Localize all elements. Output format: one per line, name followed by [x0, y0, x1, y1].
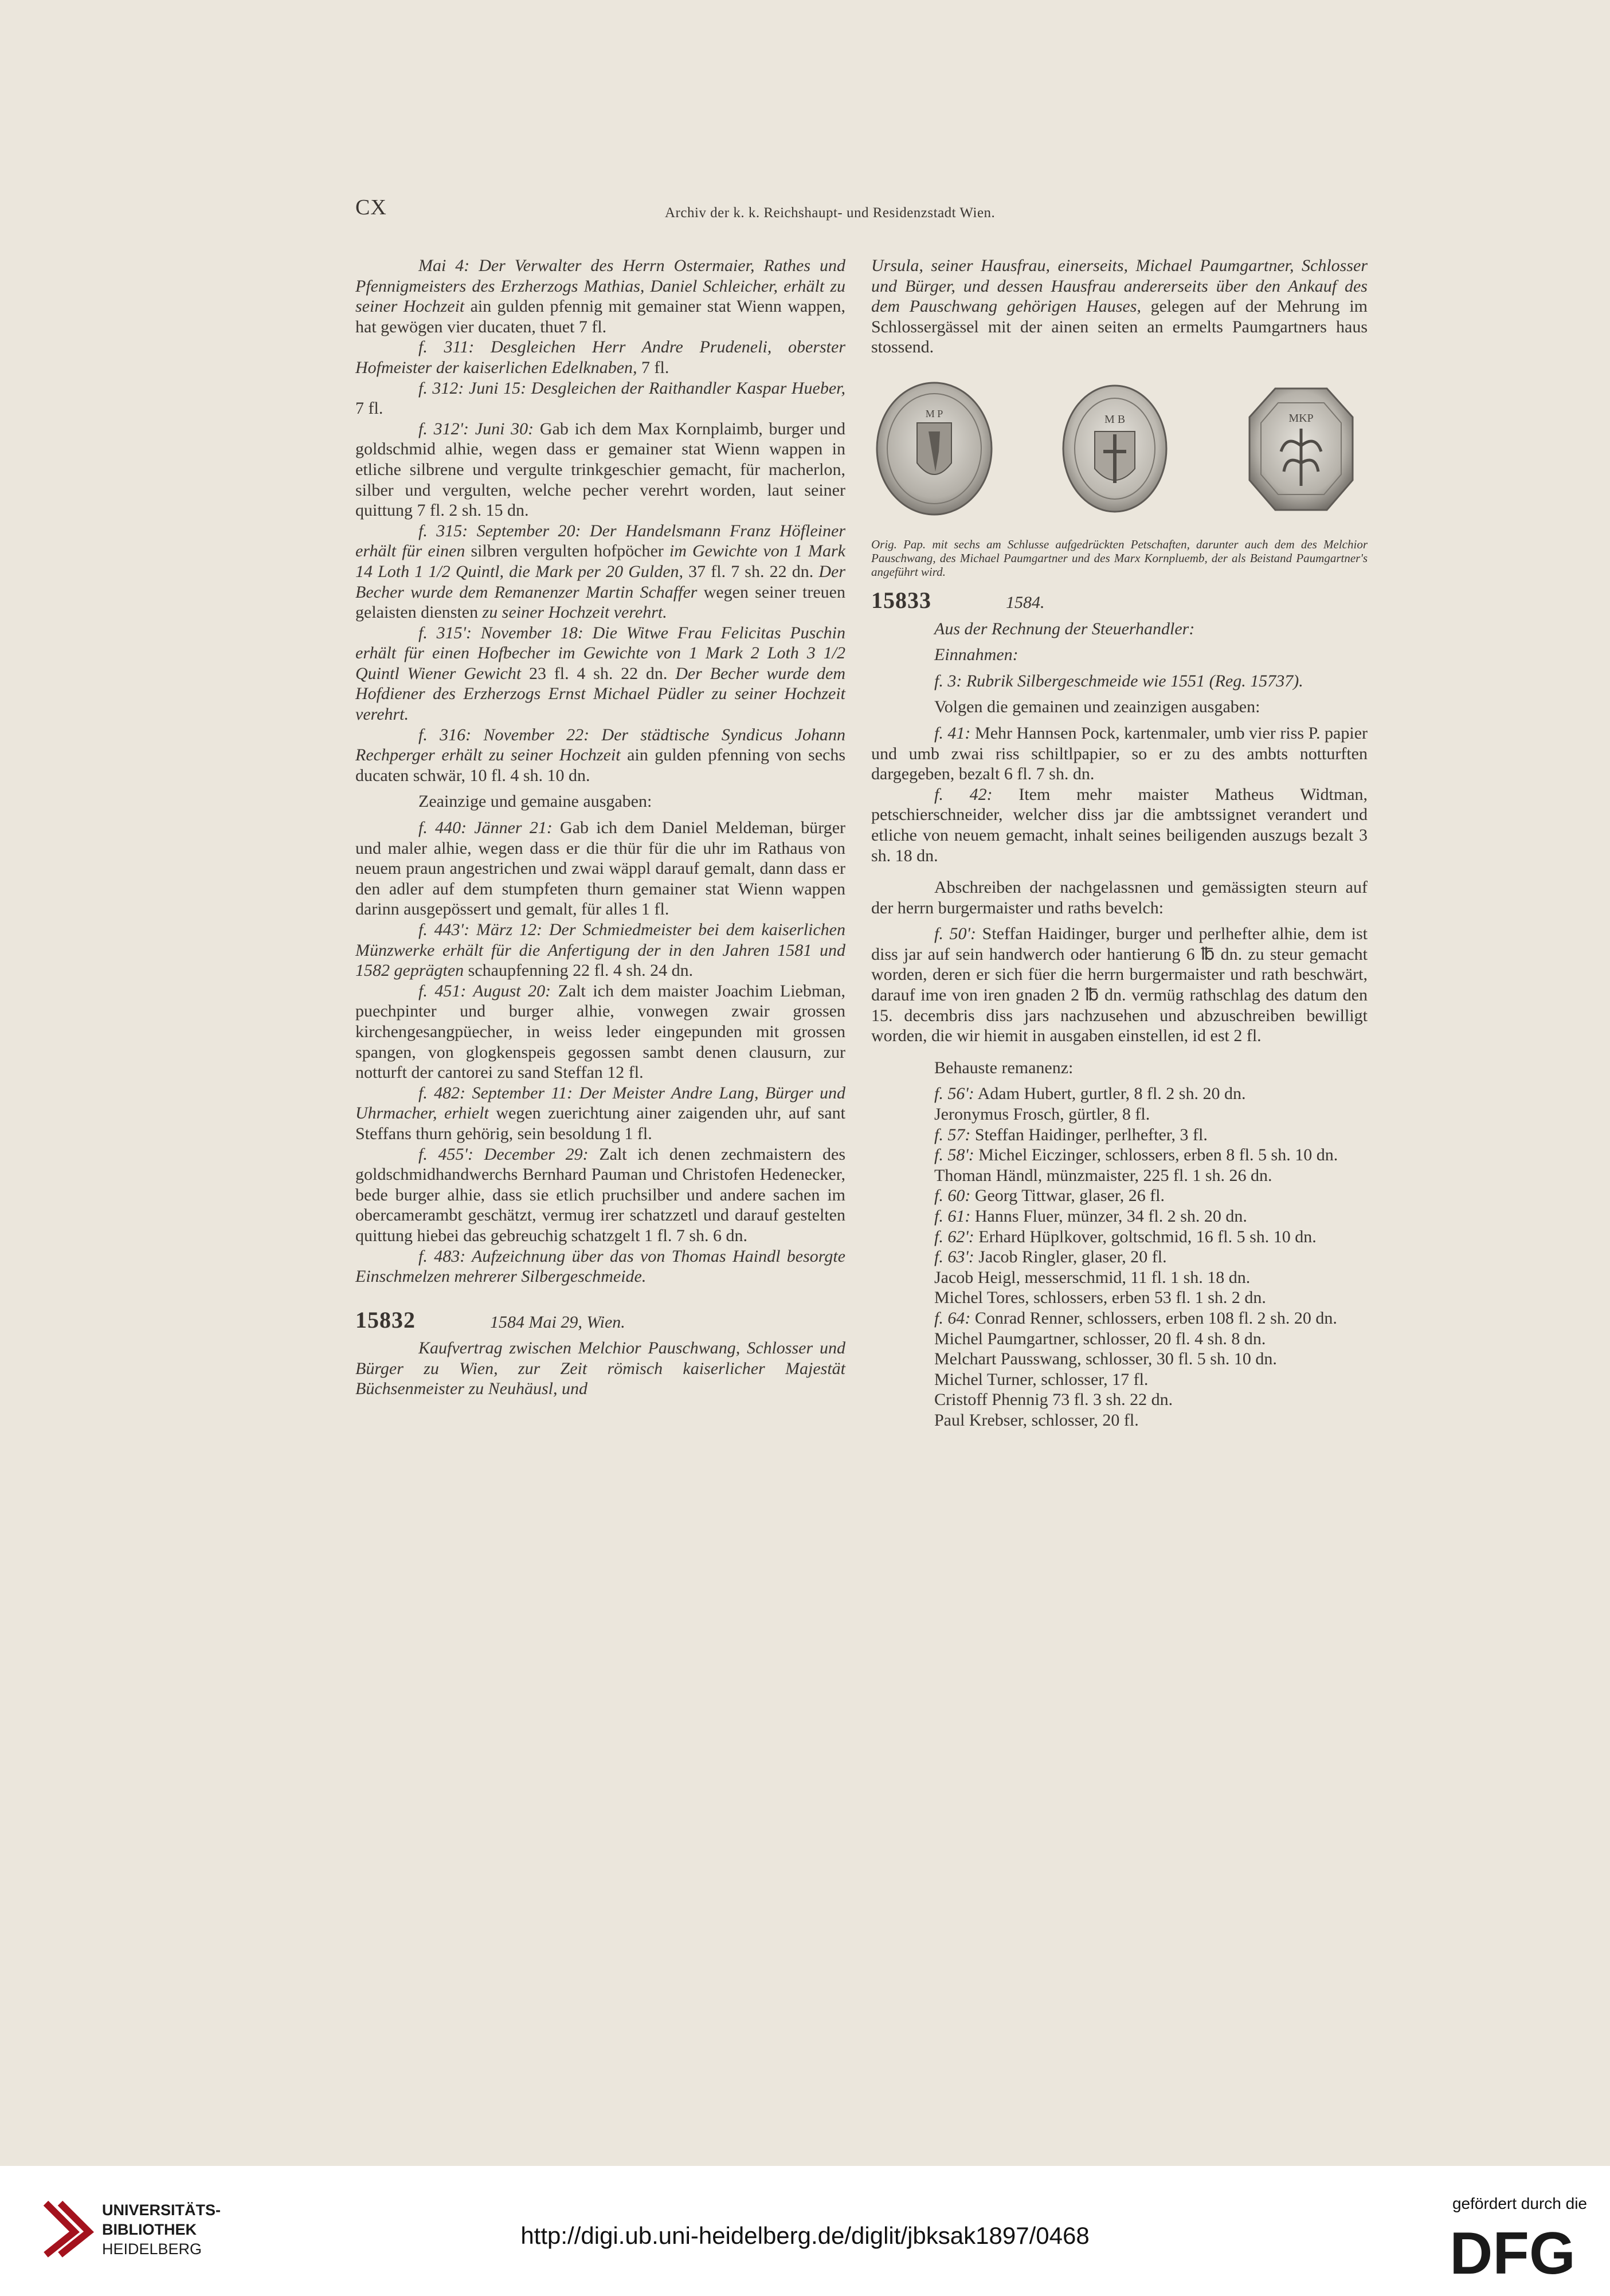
svg-text:M P: M P: [925, 407, 943, 419]
paragraph: Einnahmen:: [934, 645, 1019, 665]
entry-number: 15833: [871, 587, 931, 613]
entry-summary: Kaufvertrag zwischen Melchior Pauschwang, Schlosser und Bürger zu Wien, zur Zeit römisch kaiserlicher Majestät Büchsenmeister zu Neuhäusl, und: [355, 1339, 845, 1399]
list-item: Michel Tores, schlossers, erben 53 fl. 1 sh. 2 dn.: [934, 1288, 1266, 1308]
running-title: Archiv der k. k. Reichshaupt- und Residenzstadt Wien.: [665, 205, 996, 221]
source-url-link[interactable]: http://digi.ub.uni-heidelberg.de/diglit/jbksak1897/0468: [520, 2222, 1090, 2249]
list-item: Jeronymus Frosch, gürtler, 8 fl.: [934, 1105, 1150, 1124]
paragraph: f. 312: Juni 15: Desgleichen der Raithandler Kaspar Hueber, 7 fl.: [355, 378, 845, 418]
left-column: [355, 256, 845, 1399]
list-item: f. 62': Erhard Hüplkover, goltschmid, 16 fl. 5 sh. 10 dn.: [934, 1227, 1317, 1246]
section-heading: Abschreiben der nachgelassnen und gemässigten steurn auf der herrn burgermaister und raths bevelch:: [871, 878, 1368, 917]
library-name: UNIVERSITÄTS- BIBLIOTHEK HEIDELBERG: [102, 2201, 221, 2258]
entry-heading: [355, 1306, 845, 1333]
paragraph: f. 42: Item mehr maister Matheus Widtman, petschierschneider, welcher diss jar die ambtssignet verandert und etliche von neuem gemacht, inhalt seines beiligenden auszugs bezalt 3 sh. 18 dn.: [871, 784, 1368, 865]
section-heading: Behauste remanenz:: [934, 1058, 1074, 1077]
paragraph: f. 41: Mehr Hannsen Pock, kartenmaler, umb vier riss P. papier und umb zwai riss schiltlpapier, so er zu des ambts notturften dargegeben, bezalt 6 fl. 7 sh. dn.: [871, 723, 1368, 784]
list-item: Melchart Pausswang, schlosser, 30 fl. 5 sh. 10 dn.: [934, 1349, 1277, 1369]
paragraph: Ursula, seiner Hausfrau, einerseits, Michael Paumgartner, Schlosser und Bürger, und dessen Hausfrau andererseits über den Ankauf des dem Pauschwang gehörigen Hauses, gelegen auf der Mehrung im Schlossergässel mit der ainen seiten an ermelts Paumgartners haus stossend.: [871, 256, 1368, 357]
paragraph: f. 451: August 20: Zalt ich dem maister Joachim Liebman, puechpinter und burger alhie, vonwegen zwair grossen kirchengesangpüecher, in weiss leder eingepunden mit grossen spangen, von glogkenspeis gegossen sambt denen clausurn, zur notturft der cantorei zu sand Steffan 12 fl.: [355, 981, 846, 1082]
paragraph: f. 316: November 22: Der städtische Syndicus Johann Rechperger erhält zu seiner Hochzeit ain gulden pfenning von sechs ducaten schwär, 10 fl. 4 sh. 10 dn.: [355, 725, 845, 785]
paragraph: Mai 4: Der Verwalter des Herrn Ostermaier, Rathes und Pfennigmeisters des Erzherzogs Mathias, Daniel Schleicher, erhält zu seiner Hochzeit ain gulden pfennig mit gemainer stat Wienn wappen, hat gewögen vier ducaten, thuet 7 fl.: [355, 256, 845, 336]
list-item: Paul Krebser, schlosser, 20 fl.: [934, 1410, 1139, 1430]
section-heading: Volgen die gemainen und zeainzigen ausgaben:: [934, 697, 1260, 717]
dfg-logo: [1438, 2221, 1587, 2278]
list-item: f. 63': Jacob Ringler, glaser, 20 fl.: [934, 1247, 1167, 1267]
list-item: Thoman Händl, münzmaister, 225 fl. 1 sh. 26 dn.: [934, 1165, 1272, 1185]
seal-caption: Orig. Pap. mit sechs am Schlusse aufgedrückten Petschaften, darunter auch dem des Melchior Pauschwang, des Michael Paumgartner und des Marx Kornpluemb, der als Beistand Paumgartner's angeführt wird.: [871, 537, 1368, 579]
paragraph: f. 315': November 18: Die Witwe Frau Felicitas Puschin erhält für einen Hofbecher im Gewichte von 1 Mark 2 Loth 3 1/2 Quintl Wiener Gewicht 23 fl. 4 sh. 22 dn. Der Becher wurde dem Hofdiener des Erzherzogs Ernst Michael Püdler zu seiner Hochzeit verehrt.: [355, 623, 846, 724]
list-item: Michel Paumgartner, schlosser, 20 fl. 4 sh. 8 dn.: [934, 1329, 1266, 1348]
paragraph: f. 315: September 20: Der Handelsmann Franz Höfleiner erhält für einen silbren vergulten hofpöcher im Gewichte von 1 Mark 14 Loth 1 1/2 Quintl, die Mark per 20 Gulden, 37 fl. 7 sh. 22 dn. Der Becher wurde dem Remanenzer Martin Schaffer wegen seiner treuen gelaisten diensten zu seiner Hochzeit verehrt.: [355, 521, 845, 622]
footer-bar: [0, 2166, 1610, 2296]
paragraph: f. 311: Desgleichen Herr Andre Prudeneli, oberster Hofmeister der kaiserlichen Edelknaben, 7 fl.: [355, 337, 845, 377]
paragraph: Aus der Rechnung der Steuerhandler:: [934, 619, 1195, 638]
list-item: Jacob Heigl, messerschmid, 11 fl. 1 sh. 18 dn.: [934, 1267, 1251, 1287]
list-item: f. 58': Michel Eiczinger, schlossers, erben 8 fl. 5 sh. 10 dn.: [934, 1145, 1338, 1165]
paragraph: f. 440: Jänner 21: Gab ich dem Daniel Meldeman, bürger und maler alhie, wegen dass er die thür für die uhr im Rathaus von neuem praun angestrichen und zwai wäppl darauf gemalt, dann dass er den adler auf dem stumpfeten thurn gemainer stat Wienn wappen darinn ausgepössert und gemalt, für alles 1 fl.: [355, 818, 846, 919]
list-item: f. 64: Conrad Renner, schlossers, erben 108 fl. 2 sh. 20 dn.: [934, 1308, 1337, 1328]
entry-heading: [871, 587, 1368, 613]
entry-date: 1584.: [1006, 592, 1045, 612]
svg-text:DFG: DFG: [1450, 2221, 1576, 2278]
list-item: f. 60: Georg Tittwar, glaser, 26 fl.: [934, 1186, 1165, 1206]
paragraph: f. 3: Rubrik Silbergeschmeide wie 1551 (Reg. 15737).: [934, 671, 1303, 690]
seal-kornpluemb-image: [1244, 377, 1358, 520]
right-column: [871, 256, 1368, 1431]
list-item: Cristoff Phennig 73 fl. 3 sh. 22 dn.: [934, 1390, 1173, 1410]
svg-text:MKP: MKP: [1288, 411, 1314, 425]
sponsor-label: gefördert durch die: [1452, 2195, 1587, 2212]
svg-text:M B: M B: [1104, 413, 1126, 426]
entry-number: 15832: [355, 1306, 416, 1333]
paragraph: f. 312': Juni 30: Gab ich dem Max Kornplaimb, burger und goldschmid alhie, wegen dass er gemainer stat Wienn wappen in etliche silbrene und vergulte trinkgeschier gemacht, für macherlon, silber und vergulten, welche pecher verehrt worden, laut seiner quittung 7 fl. 2 sh. 15 dn.: [355, 419, 845, 520]
paragraph: f. 483: Aufzeichnung über das von Thomas Haindl besorgte Einschmelzen mehrerer Silbergeschmeide.: [355, 1246, 845, 1286]
seal-paumgartner-image: [1055, 377, 1175, 520]
running-head: [355, 195, 1077, 223]
remanenz-list: [871, 1084, 1368, 1430]
section-heading: Zeainzige und gemaine ausgaben:: [418, 792, 652, 811]
paragraph: f. 443': März 12: Der Schmiedmeister bei dem kaiserlichen Münzwerke erhält für die Anfertigung der in den Jahren 1581 und 1582 geprägten schaupfenning 22 fl. 4 sh. 24 dn.: [355, 920, 845, 980]
list-item: f. 57: Steffan Haidinger, perlhefter, 3 fl.: [934, 1125, 1208, 1144]
entry-date: 1584 Mai 29, Wien.: [490, 1312, 625, 1332]
seal-pauschwang-image: [871, 377, 997, 520]
seal-impressions: [871, 366, 1368, 537]
list-item: Michel Turner, schlosser, 17 fl.: [934, 1369, 1149, 1389]
list-item: f. 61: Hanns Fluer, münzer, 34 fl. 2 sh. 20 dn.: [934, 1207, 1247, 1226]
paragraph: f. 50': Steffan Haidinger, burger und perlhefter alhie, dem ist diss jar auf sein handwerch oder hantierung 6 ℔ dn. zu steur gemacht worden, deren er sich füer die herrn burgermaister und rath beschwärt, darauf ime von iren gnaden 2 ℔ dn. vermüg rathschlag des datum den 15. decembris diss jars nachzusehen und abzuschreiben bewilligt worden, die wir hiemit in ausgaben einstellen, id est 2 fl.: [871, 924, 1368, 1046]
list-item: f. 56': Adam Hubert, gurtler, 8 fl. 2 sh. 20 dn.: [934, 1084, 1246, 1104]
paragraph: f. 455': December 29: Zalt ich denen zechmaistern des goldschmidhandwerchs Bernhard Pauman und Christofen Hedenecker, bede burger alhie, dass sie etlich pruchsilber und andere sachen im obercamerambt geschätzt, vermug irer schatzzetl und darauf gestelten quittung hiebei das gebreuchig schatzgelt 1 fl. 7 sh. 6 dn.: [355, 1144, 845, 1245]
page-number: CX: [355, 195, 387, 219]
paragraph: f. 482: September 11: Der Meister Andre Lang, Bürger und Uhrmacher, erhielt wegen zuerichtung ainer zaigenden uhr, auf sant Steffans thurn gehörig, sein besoldung 1 fl.: [355, 1083, 846, 1143]
